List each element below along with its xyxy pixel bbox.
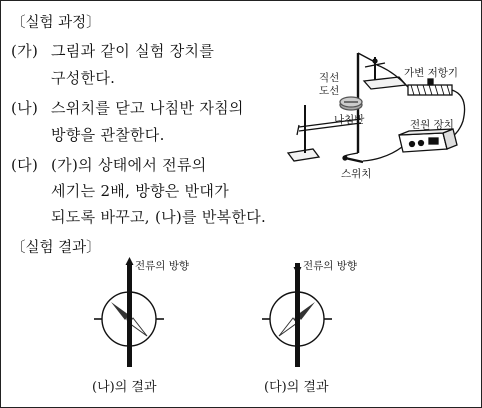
step-ga-line-1: 그림과 같이 실험 장치를 xyxy=(51,42,215,60)
resistor-label: 가변 저항기 xyxy=(404,67,459,79)
result-left-compass xyxy=(94,257,164,367)
variable-resistor xyxy=(408,85,452,95)
result-right-compass xyxy=(262,263,332,367)
step-na-label: (나) xyxy=(11,99,39,117)
step-da-label: (다) xyxy=(11,156,39,174)
wire-to-switch xyxy=(363,147,402,161)
wire-label-2: 도선 xyxy=(319,85,340,97)
right-current-arrow xyxy=(294,267,302,275)
right-caption: (다)의 결과 xyxy=(264,380,329,395)
results-heading: 〔실험 결과〕 xyxy=(11,240,101,256)
compass-label: 나침반 xyxy=(334,114,365,126)
left-wire xyxy=(127,263,132,367)
procedure-heading: 〔실험 과정〕 xyxy=(11,15,101,31)
right-wire xyxy=(295,263,300,367)
left-stand-base xyxy=(288,149,319,161)
step-na-line-2: 방향을 관찰한다. xyxy=(51,126,165,144)
step-da-line-3: 되도록 바꾸고, (나)를 반복한다. xyxy=(51,208,267,226)
step-da-line-1: (가)의 상태에서 전류의 xyxy=(51,156,207,174)
left-current-arrow xyxy=(126,257,134,265)
left-caption: (나)의 결과 xyxy=(92,380,157,395)
wire-label-1: 직선 xyxy=(319,72,340,84)
step-da-line-2: 세기는 2배, 방향은 반대가 xyxy=(51,182,230,200)
step-ga-line-2: 구성한다. xyxy=(51,69,116,87)
switch xyxy=(345,158,363,162)
right-arrow-label: 전류의 방향 xyxy=(303,260,358,272)
switch-label: 스위치 xyxy=(341,168,372,180)
left-arrow-label: 전류의 방향 xyxy=(135,260,190,272)
apparatus-diagram xyxy=(1,1,481,407)
power-label: 전원 장치 xyxy=(410,119,454,131)
step-ga-label: (가) xyxy=(11,42,39,60)
step-na-line-1: 스위치를 닫고 나침반 자침의 xyxy=(51,99,244,117)
